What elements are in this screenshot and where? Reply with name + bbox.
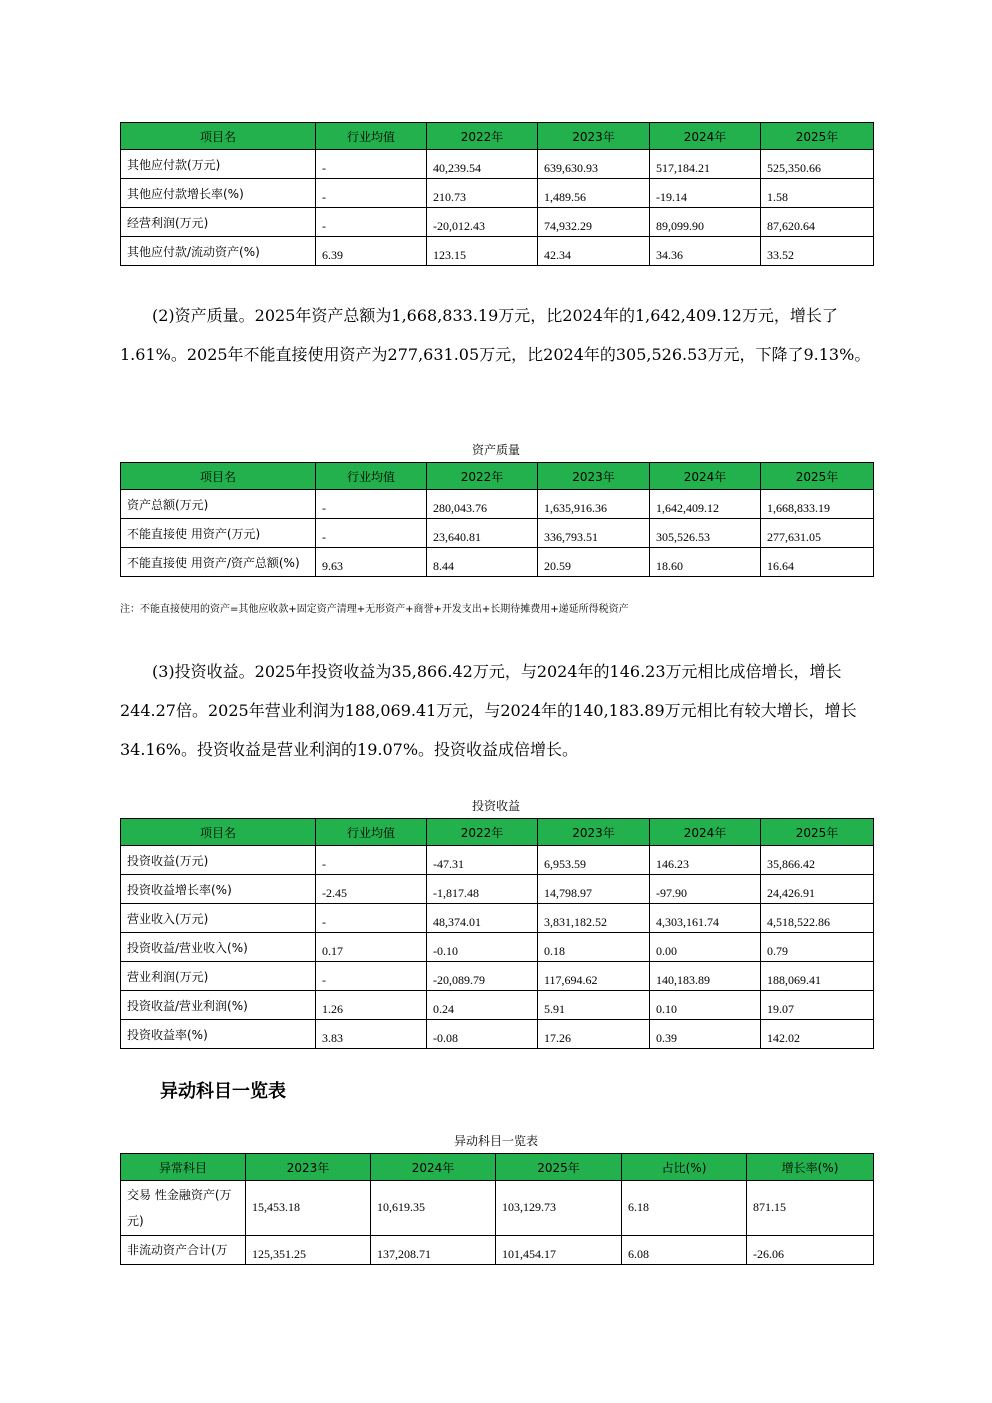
- table-cell: 6.08: [622, 1236, 747, 1265]
- table-cell: 89,099.90: [650, 208, 761, 237]
- table-row: [121, 875, 874, 904]
- table-cell: 1,489.56: [538, 179, 650, 208]
- table-cell: -0.10: [427, 933, 538, 962]
- table-cell: 8.44: [427, 548, 538, 577]
- table-row: [121, 846, 874, 875]
- column-header: 2024年: [650, 463, 761, 490]
- table-cell: 639,630.93: [538, 150, 650, 179]
- investment-income-table: [120, 818, 874, 1049]
- table-cell: 1,642,409.12: [650, 490, 761, 519]
- table-cell: -: [316, 179, 427, 208]
- row-label: 其他应付款增长率(%): [121, 179, 316, 208]
- table-row: [121, 1236, 874, 1265]
- table-header-row: [121, 819, 874, 846]
- table-cell: 277,631.05: [761, 519, 874, 548]
- row-label: 营业利润(万元): [121, 962, 316, 991]
- table-cell: -20,089.79: [427, 962, 538, 991]
- column-header: 2024年: [650, 123, 761, 150]
- table-row: [121, 933, 874, 962]
- table-cell: 9.63: [316, 548, 427, 577]
- table-cell: 280,043.76: [427, 490, 538, 519]
- table-row: [121, 208, 874, 237]
- table-cell: 5.91: [538, 991, 650, 1020]
- column-header: 2025年: [761, 463, 874, 490]
- row-label: 其他应付款/流动资产(%): [121, 237, 316, 266]
- table-cell: 23,640.81: [427, 519, 538, 548]
- table-cell: 0.79: [761, 933, 874, 962]
- column-header: 2023年: [538, 123, 650, 150]
- row-label: 投资收益率(%): [121, 1020, 316, 1049]
- table-cell: 0.18: [538, 933, 650, 962]
- asset-quality-note: 注：不能直接使用的资产=其他应收款+固定资产清理+无形资产+商誉+开发支出+长期待摊费用+递延所得税资产: [120, 604, 629, 615]
- column-header: 2023年: [538, 819, 650, 846]
- table-row: [121, 991, 874, 1020]
- row-label: 交易 性金融资产(万元): [121, 1181, 246, 1236]
- table-cell: 305,526.53: [650, 519, 761, 548]
- asset-quality-caption: 资产质量: [471, 443, 520, 457]
- table-cell: 0.24: [427, 991, 538, 1020]
- investment-income-paragraph: (3)投资收益。2025年投资收益为35,866.42万元，与2024年的146.23万元相比成倍增长，增长244.27倍。2025年营业利润为188,069.41万元，与2024年的140,183.89万元相比有较大增长，增长34.16%。投资收益是营业利润的19.07%。投资收益成倍增长。: [120, 662, 857, 759]
- table-cell: 42.34: [538, 237, 650, 266]
- table-cell: -97.90: [650, 875, 761, 904]
- table-cell: 125,351.25: [246, 1236, 371, 1265]
- table-cell: 3,831,182.52: [538, 904, 650, 933]
- column-header: 项目名: [121, 123, 316, 150]
- table-cell: 6,953.59: [538, 846, 650, 875]
- row-label: 资产总额(万元): [121, 490, 316, 519]
- table-cell: -19.14: [650, 179, 761, 208]
- row-label: 投资收益/营业收入(%): [121, 933, 316, 962]
- table-cell: 6.18: [622, 1181, 747, 1236]
- column-header: 异常科目: [121, 1154, 246, 1181]
- table-cell: 4,303,161.74: [650, 904, 761, 933]
- table-row: [121, 904, 874, 933]
- table-cell: 142.02: [761, 1020, 874, 1049]
- table-cell: -2.45: [316, 875, 427, 904]
- table-row: [121, 179, 874, 208]
- row-label: 投资收益(万元): [121, 846, 316, 875]
- table-cell: -1,817.48: [427, 875, 538, 904]
- row-label: 不能直接使 用资产/资产总额(%): [121, 548, 316, 577]
- row-label: 不能直接使 用资产(万元): [121, 519, 316, 548]
- table-cell: -: [316, 962, 427, 991]
- table-cell: 137,208.71: [371, 1236, 496, 1265]
- abnormal-items-caption: 异动科目一览表: [453, 1134, 538, 1148]
- column-header: 占比(%): [622, 1154, 747, 1181]
- column-header: 增长率(%): [747, 1154, 874, 1181]
- column-header: 行业均值: [316, 819, 427, 846]
- column-header: 2023年: [246, 1154, 371, 1181]
- table-cell: -: [316, 519, 427, 548]
- table-row: [121, 237, 874, 266]
- table-cell: 3.83: [316, 1020, 427, 1049]
- table-cell: 103,129.73: [496, 1181, 622, 1236]
- section-heading: 异动科目一览表: [160, 1081, 286, 1102]
- table-row: [121, 962, 874, 991]
- table-cell: 525,350.66: [761, 150, 874, 179]
- table-row: [121, 490, 874, 519]
- table-row: [121, 548, 874, 577]
- table-row: [121, 1181, 874, 1236]
- column-header: 项目名: [121, 463, 316, 490]
- row-label: 投资收益增长率(%): [121, 875, 316, 904]
- table-cell: 1.58: [761, 179, 874, 208]
- row-label: 投资收益/营业利润(%): [121, 991, 316, 1020]
- investment-income-caption: 投资收益: [471, 799, 520, 813]
- table-cell: 140,183.89: [650, 962, 761, 991]
- table-cell: 34.36: [650, 237, 761, 266]
- table-cell: -: [316, 904, 427, 933]
- row-label: 其他应付款(万元): [121, 150, 316, 179]
- column-header: 2025年: [761, 819, 874, 846]
- table-header-row: [121, 463, 874, 490]
- table-cell: 18.60: [650, 548, 761, 577]
- table-cell: 146.23: [650, 846, 761, 875]
- table-cell: 15,453.18: [246, 1181, 371, 1236]
- other-payables-table: [120, 122, 874, 266]
- table-cell: -26.06: [747, 1236, 874, 1265]
- table-cell: 1.26: [316, 991, 427, 1020]
- table-cell: 0.10: [650, 991, 761, 1020]
- column-header: 2022年: [427, 123, 538, 150]
- row-label: 经营利润(万元): [121, 208, 316, 237]
- table-cell: -: [316, 490, 427, 519]
- table-header-row: [121, 123, 874, 150]
- table-cell: -47.31: [427, 846, 538, 875]
- table-row: [121, 150, 874, 179]
- table-cell: 35,866.42: [761, 846, 874, 875]
- column-header: 2024年: [650, 819, 761, 846]
- table-cell: 101,454.17: [496, 1236, 622, 1265]
- table-cell: -: [316, 150, 427, 179]
- column-header: 行业均值: [316, 463, 427, 490]
- table-cell: 4,518,522.86: [761, 904, 874, 933]
- column-header: 2025年: [761, 123, 874, 150]
- column-header: 2022年: [427, 463, 538, 490]
- table-cell: 87,620.64: [761, 208, 874, 237]
- asset-quality-paragraph: (2)资产质量。2025年资产总额为1,668,833.19万元，比2024年的1,642,409.12万元，增长了1.61%。2025年不能直接使用资产为277,631.05万元，比2024年的305,526.53万元，下降了9.13%。: [120, 306, 871, 364]
- table-cell: -20,012.43: [427, 208, 538, 237]
- table-cell: 40,239.54: [427, 150, 538, 179]
- table-cell: 74,932.29: [538, 208, 650, 237]
- row-label: 非流动资产合计(万: [121, 1236, 246, 1265]
- table-cell: 210.73: [427, 179, 538, 208]
- column-header: 2024年: [371, 1154, 496, 1181]
- row-label: 营业收入(万元): [121, 904, 316, 933]
- table-cell: 0.00: [650, 933, 761, 962]
- table-cell: 871.15: [747, 1181, 874, 1236]
- table-cell: 24,426.91: [761, 875, 874, 904]
- column-header: 2025年: [496, 1154, 622, 1181]
- table-cell: 123.15: [427, 237, 538, 266]
- table-cell: 1,668,833.19: [761, 490, 874, 519]
- table-cell: 19.07: [761, 991, 874, 1020]
- table-cell: 10,619.35: [371, 1181, 496, 1236]
- table-cell: 1,635,916.36: [538, 490, 650, 519]
- table-cell: -: [316, 846, 427, 875]
- table-cell: 188,069.41: [761, 962, 874, 991]
- table-cell: 20.59: [538, 548, 650, 577]
- asset-quality-table: [120, 462, 874, 577]
- table-cell: 117,694.62: [538, 962, 650, 991]
- column-header: 2023年: [538, 463, 650, 490]
- table-cell: 0.39: [650, 1020, 761, 1049]
- table-cell: 33.52: [761, 237, 874, 266]
- table-cell: 17.26: [538, 1020, 650, 1049]
- column-header: 2022年: [427, 819, 538, 846]
- table-header-row: [121, 1154, 874, 1181]
- column-header: 项目名: [121, 819, 316, 846]
- table-cell: 0.17: [316, 933, 427, 962]
- table-cell: 517,184.21: [650, 150, 761, 179]
- table-cell: 336,793.51: [538, 519, 650, 548]
- table-cell: 14,798.97: [538, 875, 650, 904]
- column-header: 行业均值: [316, 123, 427, 150]
- table-cell: 16.64: [761, 548, 874, 577]
- table-cell: -0.08: [427, 1020, 538, 1049]
- table-row: [121, 1020, 874, 1049]
- table-cell: 48,374.01: [427, 904, 538, 933]
- table-row: [121, 519, 874, 548]
- abnormal-items-table: [120, 1153, 874, 1265]
- table-cell: -: [316, 208, 427, 237]
- table-cell: 6.39: [316, 237, 427, 266]
